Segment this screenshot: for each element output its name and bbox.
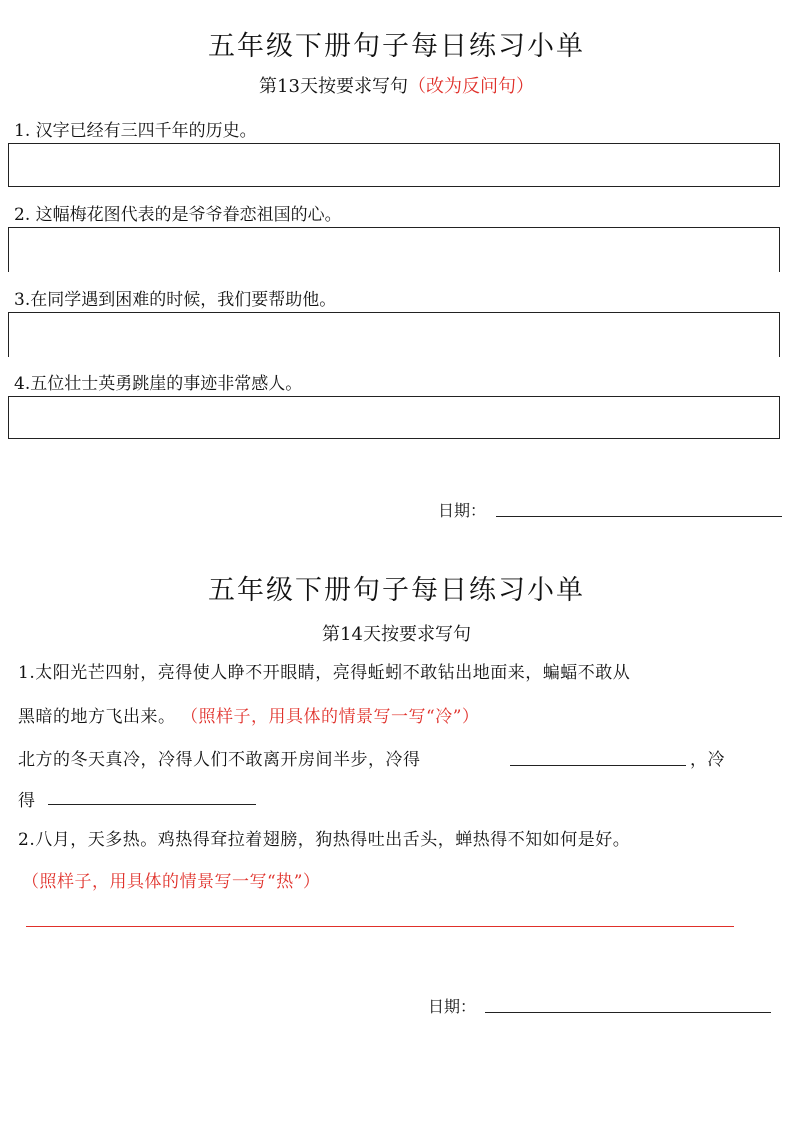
section2-date-line[interactable] (485, 1012, 771, 1013)
section1-subtitle (0, 72, 793, 98)
section2-q2-hint: （照样子，用具体的情景写一写“热”） (22, 872, 321, 892)
section2-q1-prompt-c: 得 (18, 791, 36, 811)
section2-q1-blank-2[interactable] (48, 804, 256, 805)
answer-box-3[interactable] (8, 312, 780, 357)
question-2: 2. 这幅梅花图代表的是爷爷眷恋祖国的心。 (14, 205, 342, 225)
section1-subtitle-main: 第13天按要求写句 (259, 76, 408, 97)
section2-q2-answer-line[interactable] (26, 926, 734, 927)
section2-q1-line2 (18, 702, 479, 727)
section1-date-label: 日期： (438, 501, 487, 520)
section2-subtitle: 第14天按要求写句 (322, 624, 471, 645)
answer-box-2[interactable] (8, 227, 780, 272)
section1-title: 五年级下册句子每日练习小单 (208, 31, 585, 62)
answer-box-1[interactable] (8, 143, 780, 187)
section2-q2-line1: 2.八月，天多热。鸡热得耷拉着翅膀，狗热得吐出舌头，蝉热得不知如何是好。 (18, 830, 631, 850)
section2-q1-hint: （照样子，用具体的情景写一写“冷”） (189, 707, 480, 727)
question-3: 3.在同学遇到困难的时候，我们要帮助他。 (14, 290, 337, 310)
section2-q1-line2-text: 黑暗的地方飞出来。 (18, 707, 176, 727)
section2-q1-prompt-b: ，冷 (690, 750, 725, 770)
section2-q1-line1: 1.太阳光芒四射，亮得使人睁不开眼睛，亮得蚯蚓不敢钻出地面来，蝙蝠不敢从 (18, 663, 631, 683)
section2-date-label: 日期： (428, 997, 477, 1016)
answer-box-4[interactable] (8, 396, 780, 439)
question-1: 1. 汉字已经有三四千年的历史。 (14, 121, 257, 141)
section1-date-line[interactable] (496, 516, 782, 517)
question-4: 4.五位壮士英勇跳崖的事迹非常感人。 (14, 374, 303, 394)
section2-q1-prompt-a: 北方的冬天真冷，冷得人们不敢离开房间半步，冷得 (18, 750, 421, 770)
section1-subtitle-hint: （改为反问句） (407, 76, 534, 97)
section2-q1-blank-1[interactable] (510, 765, 686, 766)
section2-title: 五年级下册句子每日练习小单 (208, 575, 585, 606)
